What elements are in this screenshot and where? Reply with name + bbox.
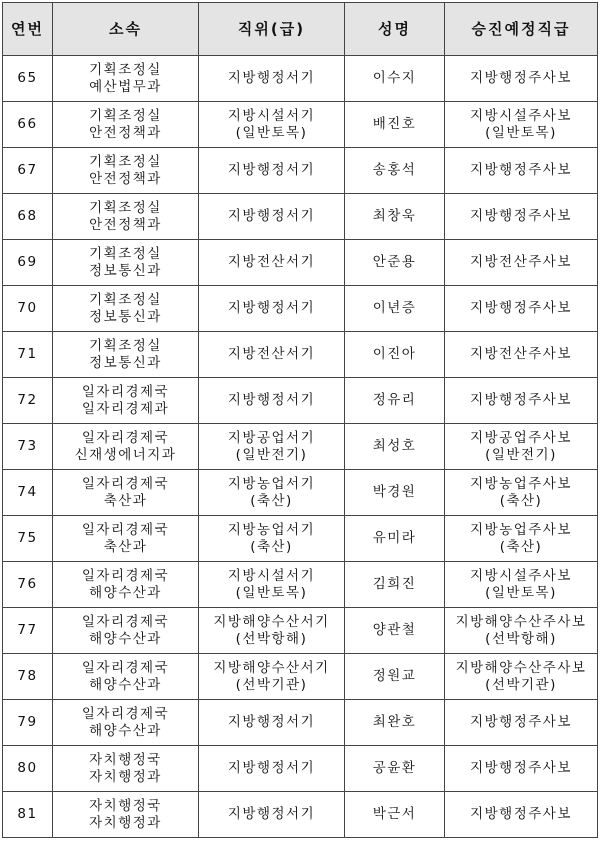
cell-dept bbox=[53, 240, 199, 286]
cell-position bbox=[199, 378, 345, 424]
cell-name: 유미라 bbox=[345, 516, 445, 562]
cell-line: 일자리경제국 bbox=[81, 613, 170, 630]
cell-line: 자치행정국 bbox=[89, 797, 162, 814]
cell-line: 일자리경제국 bbox=[81, 429, 170, 446]
header-promotion: 승진예정직급 bbox=[445, 3, 598, 56]
cell-num: 72 bbox=[3, 378, 53, 424]
cell-promotion bbox=[445, 240, 598, 286]
cell-line: 지방행정서기 bbox=[227, 208, 316, 224]
cell-line: 지방농업주사보 bbox=[470, 521, 572, 538]
cell-line: (일반토목) bbox=[235, 584, 308, 601]
cell-dept bbox=[53, 102, 199, 148]
cell-promotion bbox=[445, 286, 598, 332]
cell-promotion bbox=[445, 746, 598, 792]
cell-line: 지방행정서기 bbox=[227, 70, 316, 86]
cell-line: 지방행정주사보 bbox=[470, 760, 572, 776]
cell-line: 지방행정서기 bbox=[227, 760, 316, 776]
cell-promotion bbox=[445, 194, 598, 240]
table-row bbox=[3, 562, 598, 608]
cell-line: (축산) bbox=[499, 492, 543, 509]
cell-num: 65 bbox=[3, 56, 53, 102]
cell-line: 해양수산과 bbox=[89, 584, 162, 601]
table-row bbox=[3, 746, 598, 792]
cell-num: 68 bbox=[3, 194, 53, 240]
cell-num: 75 bbox=[3, 516, 53, 562]
cell-num: 74 bbox=[3, 470, 53, 516]
cell-promotion bbox=[445, 792, 598, 838]
cell-dept bbox=[53, 562, 199, 608]
cell-dept bbox=[53, 148, 199, 194]
cell-position bbox=[199, 56, 345, 102]
table-row bbox=[3, 516, 598, 562]
cell-dept bbox=[53, 746, 199, 792]
cell-position bbox=[199, 700, 345, 746]
cell-name: 최창욱 bbox=[345, 194, 445, 240]
cell-line: 기획조정실 bbox=[89, 153, 162, 170]
cell-line: 기획조정실 bbox=[89, 199, 162, 216]
header-row bbox=[3, 3, 598, 56]
cell-num: 80 bbox=[3, 746, 53, 792]
cell-line: 지방행정주사보 bbox=[470, 392, 572, 408]
cell-num: 79 bbox=[3, 700, 53, 746]
cell-name: 최완호 bbox=[345, 700, 445, 746]
cell-name: 박근서 bbox=[345, 792, 445, 838]
cell-line: 일자리경제국 bbox=[81, 659, 170, 676]
cell-line: 지방행정주사보 bbox=[470, 806, 572, 822]
cell-promotion bbox=[445, 608, 598, 654]
cell-line: (선박기관) bbox=[235, 676, 308, 693]
cell-position bbox=[199, 746, 345, 792]
cell-line: 기획조정실 bbox=[89, 291, 162, 308]
cell-line: 지방행정주사보 bbox=[470, 162, 572, 178]
cell-line: 지방공업주사보 bbox=[470, 429, 572, 446]
cell-line: 지방시설서기 bbox=[227, 107, 316, 124]
cell-line: 지방전산서기 bbox=[227, 346, 316, 362]
cell-dept bbox=[53, 700, 199, 746]
cell-num: 67 bbox=[3, 148, 53, 194]
cell-line: 기획조정실 bbox=[89, 107, 162, 124]
table-row bbox=[3, 240, 598, 286]
cell-line: 지방해양수산주사보 bbox=[455, 613, 587, 630]
table-row bbox=[3, 424, 598, 470]
cell-line: 지방전산주사보 bbox=[470, 254, 572, 270]
cell-line: 신재생에너지과 bbox=[74, 446, 177, 463]
cell-dept bbox=[53, 654, 199, 700]
cell-line: 지방행정서기 bbox=[227, 714, 316, 730]
cell-line: 일자리경제국 bbox=[81, 567, 170, 584]
cell-line: 지방행정서기 bbox=[227, 392, 316, 408]
cell-line: 해양수산과 bbox=[89, 676, 162, 693]
cell-line: 지방시설서기 bbox=[227, 567, 316, 584]
cell-position bbox=[199, 148, 345, 194]
cell-promotion bbox=[445, 562, 598, 608]
cell-line: 일자리경제국 bbox=[81, 521, 170, 538]
cell-line: (일반전기) bbox=[235, 446, 308, 463]
cell-name: 공윤환 bbox=[345, 746, 445, 792]
cell-promotion bbox=[445, 654, 598, 700]
cell-num: 73 bbox=[3, 424, 53, 470]
cell-dept bbox=[53, 516, 199, 562]
header-dept: 소속 bbox=[53, 3, 199, 56]
table-row bbox=[3, 102, 598, 148]
cell-position bbox=[199, 470, 345, 516]
cell-position bbox=[199, 562, 345, 608]
cell-line: 기획조정실 bbox=[89, 337, 162, 354]
cell-promotion bbox=[445, 378, 598, 424]
cell-line: 해양수산과 bbox=[89, 630, 162, 647]
cell-name: 정유리 bbox=[345, 378, 445, 424]
cell-position bbox=[199, 286, 345, 332]
cell-promotion bbox=[445, 700, 598, 746]
cell-line: 지방농업서기 bbox=[227, 521, 316, 538]
cell-name: 이수지 bbox=[345, 56, 445, 102]
cell-line: 예산법무과 bbox=[89, 78, 162, 95]
cell-promotion bbox=[445, 148, 598, 194]
cell-line: (일반토목) bbox=[485, 124, 557, 141]
cell-line: (일반토목) bbox=[235, 124, 308, 141]
cell-line: 지방전산주사보 bbox=[470, 346, 572, 362]
cell-dept bbox=[53, 470, 199, 516]
cell-position bbox=[199, 608, 345, 654]
cell-line: 안전정책과 bbox=[89, 216, 162, 233]
cell-promotion bbox=[445, 332, 598, 378]
header-position: 직위(급) bbox=[199, 3, 345, 56]
table-row bbox=[3, 654, 598, 700]
cell-promotion bbox=[445, 56, 598, 102]
cell-line: 지방공업서기 bbox=[227, 429, 316, 446]
table-row bbox=[3, 378, 598, 424]
promotion-roster-table bbox=[2, 2, 598, 838]
cell-line: 일자리경제국 bbox=[81, 383, 170, 400]
cell-name: 최성호 bbox=[345, 424, 445, 470]
cell-line: 지방행정주사보 bbox=[470, 70, 572, 86]
cell-num: 69 bbox=[3, 240, 53, 286]
cell-dept bbox=[53, 286, 199, 332]
cell-line: 지방해양수산주사보 bbox=[455, 659, 587, 676]
table-row bbox=[3, 286, 598, 332]
cell-line: 지방행정주사보 bbox=[470, 300, 572, 316]
cell-line: 해양수산과 bbox=[89, 722, 162, 739]
cell-position bbox=[199, 240, 345, 286]
cell-line: 지방시설주사보 bbox=[470, 107, 572, 124]
cell-line: 지방전산서기 bbox=[227, 254, 316, 270]
cell-line: 자치행정과 bbox=[89, 814, 162, 831]
table-row bbox=[3, 608, 598, 654]
cell-dept bbox=[53, 424, 199, 470]
cell-line: 안전정책과 bbox=[89, 170, 162, 187]
cell-name: 정원교 bbox=[345, 654, 445, 700]
cell-promotion bbox=[445, 424, 598, 470]
cell-line: (축산) bbox=[250, 538, 293, 555]
cell-line: 지방해양수산서기 bbox=[213, 613, 330, 630]
table-row bbox=[3, 792, 598, 838]
cell-line: 축산과 bbox=[103, 538, 148, 555]
cell-num: 77 bbox=[3, 608, 53, 654]
cell-line: (축산) bbox=[250, 492, 293, 509]
cell-line: 정보통신과 bbox=[89, 262, 162, 279]
cell-dept bbox=[53, 608, 199, 654]
cell-line: 일자리경제과 bbox=[81, 400, 170, 417]
cell-line: 자치행정국 bbox=[89, 751, 162, 768]
cell-line: 자치행정과 bbox=[89, 768, 162, 785]
cell-position bbox=[199, 332, 345, 378]
cell-position bbox=[199, 424, 345, 470]
cell-line: 지방시설주사보 bbox=[470, 567, 572, 584]
cell-line: 안전정책과 bbox=[89, 124, 162, 141]
cell-line: 지방해양수산서기 bbox=[213, 659, 330, 676]
cell-dept bbox=[53, 56, 199, 102]
table-row bbox=[3, 194, 598, 240]
cell-name: 배진호 bbox=[345, 102, 445, 148]
cell-promotion bbox=[445, 102, 598, 148]
table-row bbox=[3, 56, 598, 102]
cell-num: 81 bbox=[3, 792, 53, 838]
table-header bbox=[3, 3, 598, 56]
cell-line: 지방행정주사보 bbox=[470, 714, 572, 730]
cell-name: 이진아 bbox=[345, 332, 445, 378]
cell-name: 송홍석 bbox=[345, 148, 445, 194]
cell-num: 71 bbox=[3, 332, 53, 378]
table-row bbox=[3, 148, 598, 194]
cell-dept bbox=[53, 332, 199, 378]
cell-num: 78 bbox=[3, 654, 53, 700]
cell-name: 이년증 bbox=[345, 286, 445, 332]
cell-name: 양관철 bbox=[345, 608, 445, 654]
cell-line: 정보통신과 bbox=[89, 308, 162, 325]
cell-num: 70 bbox=[3, 286, 53, 332]
cell-position bbox=[199, 792, 345, 838]
cell-line: 축산과 bbox=[103, 492, 148, 509]
cell-name: 안준용 bbox=[345, 240, 445, 286]
cell-dept bbox=[53, 378, 199, 424]
header-num: 연번 bbox=[3, 3, 53, 56]
cell-position bbox=[199, 102, 345, 148]
cell-dept bbox=[53, 792, 199, 838]
cell-promotion bbox=[445, 470, 598, 516]
cell-num: 66 bbox=[3, 102, 53, 148]
cell-position bbox=[199, 654, 345, 700]
cell-line: (일반토목) bbox=[485, 584, 557, 601]
cell-line: 지방농업서기 bbox=[227, 475, 316, 492]
cell-line: 기획조정실 bbox=[89, 245, 162, 262]
cell-line: 지방행정서기 bbox=[227, 806, 316, 822]
cell-line: 지방행정서기 bbox=[227, 300, 316, 316]
table-row bbox=[3, 332, 598, 378]
cell-line: 일자리경제국 bbox=[81, 475, 170, 492]
table-row bbox=[3, 470, 598, 516]
cell-line: 지방행정주사보 bbox=[470, 208, 572, 224]
cell-name: 박경원 bbox=[345, 470, 445, 516]
cell-line: (선박항해) bbox=[485, 630, 557, 647]
table-body bbox=[3, 56, 598, 838]
cell-line: 정보통신과 bbox=[89, 354, 162, 371]
cell-promotion bbox=[445, 516, 598, 562]
cell-num: 76 bbox=[3, 562, 53, 608]
cell-line: 기획조정실 bbox=[89, 61, 162, 78]
cell-dept bbox=[53, 194, 199, 240]
cell-line: 지방행정서기 bbox=[227, 162, 316, 178]
cell-line: (일반전기) bbox=[485, 446, 557, 463]
cell-line: 지방농업주사보 bbox=[470, 475, 572, 492]
cell-position bbox=[199, 194, 345, 240]
cell-line: (축산) bbox=[499, 538, 543, 555]
table-row bbox=[3, 700, 598, 746]
cell-line: (선박기관) bbox=[485, 676, 557, 693]
cell-name: 김희진 bbox=[345, 562, 445, 608]
header-name: 성명 bbox=[345, 3, 445, 56]
cell-position bbox=[199, 516, 345, 562]
cell-line: 일자리경제국 bbox=[81, 705, 170, 722]
cell-line: (선박항해) bbox=[235, 630, 308, 647]
